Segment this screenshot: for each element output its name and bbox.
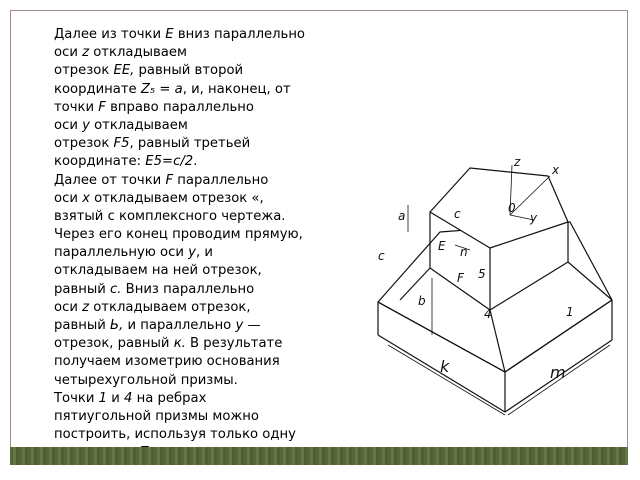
label-f: F (457, 271, 464, 285)
text-line: параллельную оси у, и (54, 245, 213, 261)
label-o: 0 (508, 201, 516, 215)
frustum-edge (490, 310, 505, 372)
label-n: n (460, 245, 468, 259)
prism-isometric-drawing (360, 140, 630, 440)
label-m: m (550, 363, 566, 382)
label-1: 1 (566, 305, 574, 319)
label-y: y (530, 211, 538, 225)
label-4: 4 (484, 307, 492, 321)
text-line: точки F вправо параллельно (54, 99, 254, 115)
frustum-edge (568, 262, 612, 300)
text-line: равный Ь, и параллельно у — (54, 318, 261, 333)
label-z: z (514, 155, 521, 169)
text-line: Далее из точки E вниз параллельно (54, 27, 306, 42)
bottom-decor-bar (10, 447, 628, 465)
label-5: 5 (478, 267, 486, 281)
base-edge (505, 300, 612, 372)
text-line: четырехугольной призмы. (54, 372, 238, 388)
label-a: a (398, 209, 406, 223)
label-e: E (438, 239, 446, 253)
text-line: Точки 1 и 4 на ребрах (54, 390, 207, 406)
label-c: c (454, 207, 461, 221)
text-line: оси z откладываем (54, 45, 187, 61)
text-line: равный с. Вниз параллельно (54, 281, 255, 297)
label-k: k (440, 357, 450, 376)
label-x: x (552, 163, 560, 177)
text-line: откладываем на ней отрезок, (54, 263, 262, 279)
pentagon-top-face (430, 168, 568, 248)
text-line: координате Z₅ = a, и, наконец, от (54, 81, 291, 97)
text-line: оси y откладываем (54, 117, 188, 133)
label-c2: c (378, 249, 385, 263)
text-line: отрезок, равный к. В результате (54, 336, 283, 352)
text-line: отрезок EE, равный второй (54, 63, 244, 79)
pentagon-edge (490, 262, 568, 310)
text-line: Далее от точки F параллельно (54, 172, 269, 188)
text-line: взятый с комплексного чертежа. (54, 208, 286, 224)
text-line: получаем изометрию основания (54, 354, 280, 370)
text-line: построить, используя только одну (54, 427, 296, 443)
text-line: отрезок F5, равный третьей (54, 136, 251, 152)
text-line: оси x откладываем отрезок «, (54, 190, 264, 206)
text-line: оси z откладываем отрезок, (54, 299, 251, 315)
text-line: Через его конец проводим прямую, (54, 227, 303, 243)
body-text (54, 26, 374, 463)
label-b: b (418, 294, 426, 308)
text-line: пятиугольной призмы можно (54, 408, 259, 424)
text-line: координате: E5=c/2. (54, 154, 198, 170)
dim-k (388, 345, 505, 415)
